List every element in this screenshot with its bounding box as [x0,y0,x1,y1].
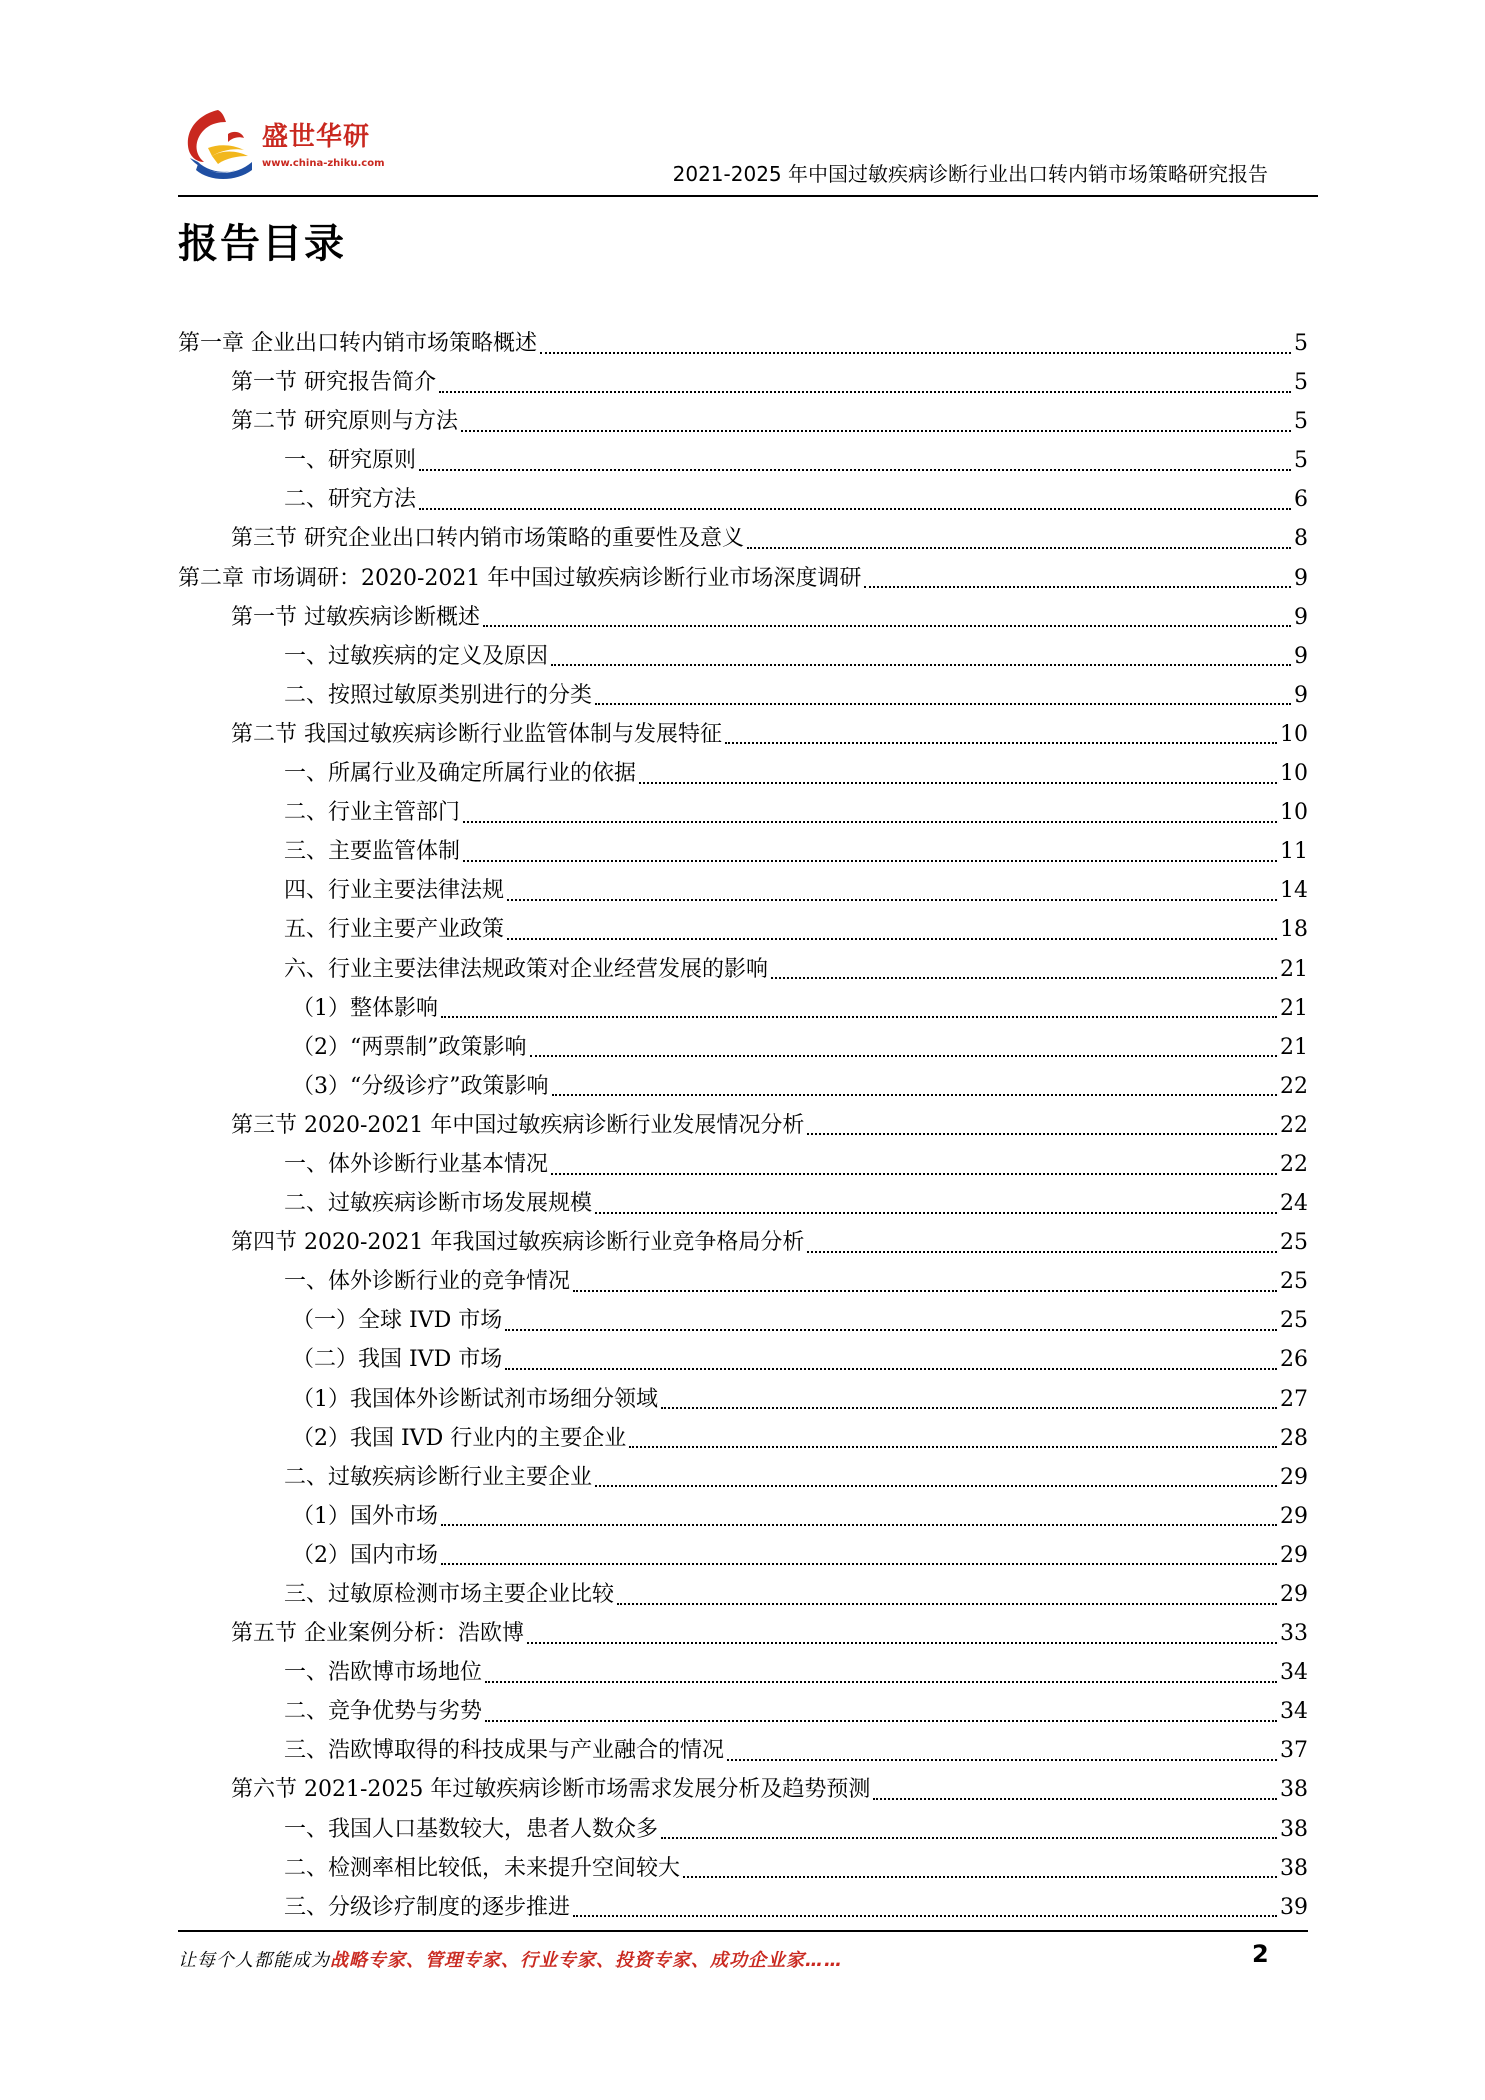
toc-entry-page: 21 [1280,956,1308,982]
toc-entry-page: 38 [1280,1855,1308,1881]
toc-entry[interactable] [178,1028,1308,1067]
toc-entry[interactable] [178,1614,1308,1653]
toc-dot-leader [463,821,1277,823]
toc-entry[interactable] [178,1770,1308,1809]
toc-entry-title: 第一节 过敏疾病诊断概述 [231,604,480,630]
toc-entry[interactable] [178,1223,1308,1262]
toc-entry-page: 9 [1294,565,1308,591]
toc-entry-title: 第三节 研究企业出口转内销市场策略的重要性及意义 [231,526,744,552]
toc-dot-leader [639,782,1277,784]
toc-entry[interactable] [178,715,1308,754]
toc-entry[interactable] [178,989,1308,1028]
toc-entry[interactable] [178,1380,1308,1419]
toc-entry-page: 28 [1280,1425,1308,1451]
toc-entry[interactable] [178,559,1308,598]
toc-entry-page: 9 [1294,682,1308,708]
toc-entry-page: 29 [1280,1464,1308,1490]
toc-entry-page: 5 [1294,331,1308,356]
toc-entry-title: 一、体外诊断行业基本情况 [284,1151,549,1177]
toc-entry-page: 39 [1280,1894,1308,1920]
slogan-suffix: …… [805,1950,843,1971]
toc-entry-title: 二、过敏疾病诊断行业主要企业 [284,1464,593,1490]
toc-entry-page: 26 [1280,1347,1308,1373]
toc-entry-title: 三、浩欧博取得的科技成果与产业融合的情况 [284,1738,725,1764]
toc-entry[interactable] [178,793,1308,832]
toc-entry[interactable] [178,402,1308,441]
toc-dot-leader [661,1837,1277,1839]
toc-dot-leader [530,1055,1278,1057]
toc-entry-title: （1）我国体外诊断试剂市场细分领域 [292,1386,658,1412]
toc-dot-leader [551,1173,1277,1175]
toc-entry[interactable] [178,1262,1308,1301]
toc-dot-leader [485,1720,1277,1722]
toc-entry[interactable] [178,871,1308,910]
toc-entry-title: 二、行业主管部门 [284,800,461,826]
toc-dot-leader [419,469,1291,471]
toc-dot-leader [617,1603,1277,1605]
toc-entry[interactable] [178,1810,1308,1849]
toc-dot-leader [807,1133,1277,1135]
toc-entry-title: 三、分级诊疗制度的逐步推进 [284,1894,571,1920]
toc-dot-leader [540,352,1291,354]
toc-entry-title: 第四节 2020-2021 年我国过敏疾病诊断行业竞争格局分析 [231,1230,805,1256]
toc-entry-title: 一、体外诊断行业的竞争情况 [284,1269,571,1295]
toc-dot-leader [485,1681,1277,1683]
toc-dot-leader [725,742,1277,744]
toc-entry-page: 25 [1280,1308,1308,1334]
toc-entry-page: 29 [1280,1582,1308,1607]
toc-dot-leader [747,547,1291,549]
toc-entry-title: 第一节 研究报告简介 [231,370,436,396]
toc-dot-leader [441,1563,1277,1565]
toc-entry-page: 22 [1280,1073,1308,1099]
toc-dot-leader [483,625,1291,627]
toc-dot-leader [573,1915,1277,1917]
toc-entry-page: 10 [1280,761,1308,787]
toc-entry[interactable] [178,1419,1308,1458]
toc-entry-page: 34 [1280,1699,1308,1725]
toc-entry[interactable] [178,1575,1308,1614]
toc-entry-title: （1）整体影响 [292,995,438,1021]
toc-entry-title: （2）国内市场 [292,1542,438,1568]
toc-dot-leader [441,1524,1277,1526]
toc-entry-title: 第二章 市场调研：2020-2021 年中国过敏疾病诊断行业市场深度调研 [178,565,862,591]
toc-dot-leader [507,899,1277,901]
toc-dot-leader [551,664,1291,666]
toc-entry[interactable] [178,324,1308,363]
toc-entry-title: 三、过敏原检测市场主要企业比较 [284,1582,615,1607]
toc-entry-page: 6 [1294,487,1308,513]
toc-entry[interactable] [178,1301,1308,1340]
toc-entry-page: 8 [1294,526,1308,552]
toc-dot-leader [629,1446,1277,1448]
toc-entry[interactable] [178,910,1308,949]
toc-entry[interactable] [178,637,1308,676]
toc-entry-title: 三、主要监管体制 [284,839,461,865]
toc-entry[interactable] [178,1536,1308,1575]
toc-entry-title: （1）国外市场 [292,1503,438,1529]
toc-entry[interactable] [178,1458,1308,1497]
toc-entry[interactable] [178,519,1308,558]
toc-entry[interactable] [178,1497,1308,1536]
toc-entry-page: 37 [1280,1738,1308,1764]
toc-dot-leader [505,1329,1277,1331]
toc-entry[interactable] [178,1653,1308,1692]
page-header [178,96,1318,196]
toc-entry[interactable] [178,1106,1308,1145]
toc-dot-leader [552,1094,1278,1096]
toc-entry[interactable] [178,832,1308,871]
toc-dot-leader [661,1407,1277,1409]
toc-entry-page: 27 [1280,1386,1308,1412]
toc-entry-title: 一、我国人口基数较大，患者人数众多 [284,1816,659,1842]
toc-entry-page: 25 [1280,1269,1308,1295]
toc-entry-title: 第一章 企业出口转内销市场策略概述 [178,331,537,356]
toc-dot-leader [463,860,1277,862]
toc-entry-title: 六、行业主要法律法规政策对企业经营发展的影响 [284,956,769,982]
toc-entry[interactable] [178,1692,1308,1731]
toc-entry-page: 22 [1280,1151,1308,1177]
toc-entry-page: 22 [1280,1112,1308,1138]
footer-divider [178,1930,1308,1932]
toc-entry[interactable] [178,598,1308,637]
toc-entry-title: 第六节 2021-2025 年过敏疾病诊断市场需求发展分析及趋势预测 [231,1777,871,1803]
footer-slogan [178,1946,843,1972]
page-number: 2 [1252,1940,1269,1968]
toc-dot-leader [771,977,1277,979]
toc-entry[interactable] [178,1888,1308,1927]
toc-entry-title: 一、所属行业及确定所属行业的依据 [284,761,637,787]
toc-entry-page: 11 [1280,839,1308,865]
toc-entry-title: （2）“两票制”政策影响 [292,1034,527,1060]
slogan-emphasis: 战略专家、管理专家、行业专家、投资专家、成功企业家 [330,1950,805,1971]
toc-dot-leader [864,586,1291,588]
toc-entry[interactable] [178,1067,1308,1106]
toc-dot-leader [573,1290,1277,1292]
toc-entry-page: 25 [1280,1230,1308,1256]
toc-dot-leader [419,508,1291,510]
toc-dot-leader [683,1876,1277,1878]
toc-entry-title: 四、行业主要法律法规 [284,878,505,904]
toc-dot-leader [461,430,1291,432]
toc-entry[interactable] [178,950,1308,989]
toc-entry-page: 10 [1280,800,1308,826]
toc-entry-title: （二）我国 IVD 市场 [292,1347,503,1373]
toc-entry-title: （一）全球 IVD 市场 [292,1308,503,1334]
toc-entry[interactable] [178,1849,1308,1888]
slogan-prefix: 让每个人都能成为 [178,1950,330,1971]
toc-dot-leader [807,1251,1277,1253]
toc-entry-page: 18 [1280,917,1308,943]
toc-dot-leader [439,391,1291,393]
company-logo [178,104,438,184]
toc-entry[interactable] [178,754,1308,793]
toc-entry-title: 二、过敏疾病诊断市场发展规模 [284,1191,593,1217]
toc-dot-leader [595,1485,1277,1487]
logo-url: www.china-zhiku.com [262,158,385,169]
toc-dot-leader [441,1016,1277,1018]
toc-entry-title: 二、竞争优势与劣势 [284,1699,483,1725]
toc-entry-page: 5 [1294,370,1308,396]
toc-entry-page: 38 [1280,1777,1308,1803]
toc-entry-title: 二、按照过敏原类别进行的分类 [284,682,593,708]
toc-entry-title: 一、浩欧博市场地位 [284,1660,483,1686]
toc-entry-page: 29 [1280,1503,1308,1529]
toc-entry-title: 第三节 2020-2021 年中国过敏疾病诊断行业发展情况分析 [231,1112,805,1138]
toc-entry[interactable] [178,441,1308,480]
toc-entry-title: 第二节 我国过敏疾病诊断行业监管体制与发展特征 [231,721,722,747]
logo-mark-icon [178,104,260,184]
toc-entry-page: 5 [1294,409,1308,435]
toc-entry[interactable] [178,1731,1308,1770]
toc-entry-page: 21 [1280,995,1308,1021]
toc-entry-page: 9 [1294,643,1308,669]
toc-entry-page: 14 [1280,878,1308,904]
logo-name: 盛世华研 [262,122,371,152]
toc-dot-leader [873,1798,1277,1800]
toc-dot-leader [527,1642,1277,1644]
toc-entry-page: 5 [1294,448,1308,474]
toc-entry-title: 第二节 研究原则与方法 [231,409,458,435]
toc-entry-title: 二、研究方法 [284,487,417,513]
report-title: 2021-2025 年中国过敏疾病诊断行业出口转内销市场策略研究报告 [672,162,1268,186]
toc-entry-title: （3）“分级诊疗”政策影响 [292,1073,549,1099]
toc-entry[interactable] [178,1145,1308,1184]
toc-entry-page: 38 [1280,1816,1308,1842]
toc-entry-title: 五、行业主要产业政策 [284,917,505,943]
toc-entry[interactable] [178,363,1308,402]
toc-entry[interactable] [178,676,1308,715]
toc-dot-leader [595,703,1291,705]
toc-entry[interactable] [178,1340,1308,1379]
toc-entry-title: （2）我国 IVD 行业内的主要企业 [292,1425,627,1451]
toc-entry-page: 33 [1280,1621,1308,1647]
toc-entry-page: 9 [1294,604,1308,630]
toc-dot-leader [505,1368,1277,1370]
toc-entry[interactable] [178,1184,1308,1223]
toc-entry-page: 24 [1280,1191,1308,1217]
header-divider [178,195,1318,197]
toc-entry-page: 10 [1280,721,1308,747]
toc-entry-title: 一、过敏疾病的定义及原因 [284,643,549,669]
toc-dot-leader [595,1212,1277,1214]
toc-entry-title: 一、研究原则 [284,448,417,474]
page-title: 报告目录 [178,221,346,267]
toc-dot-leader [507,938,1277,940]
toc-dot-leader [727,1759,1277,1761]
toc-entry-page: 34 [1280,1660,1308,1686]
toc-entry-title: 第五节 企业案例分析：浩欧博 [231,1621,524,1647]
table-of-contents [178,324,1308,1927]
toc-entry-page: 21 [1280,1034,1308,1060]
toc-entry[interactable] [178,480,1308,519]
toc-entry-title: 二、检测率相比较低，未来提升空间较大 [284,1855,681,1881]
toc-entry-page: 29 [1280,1542,1308,1568]
